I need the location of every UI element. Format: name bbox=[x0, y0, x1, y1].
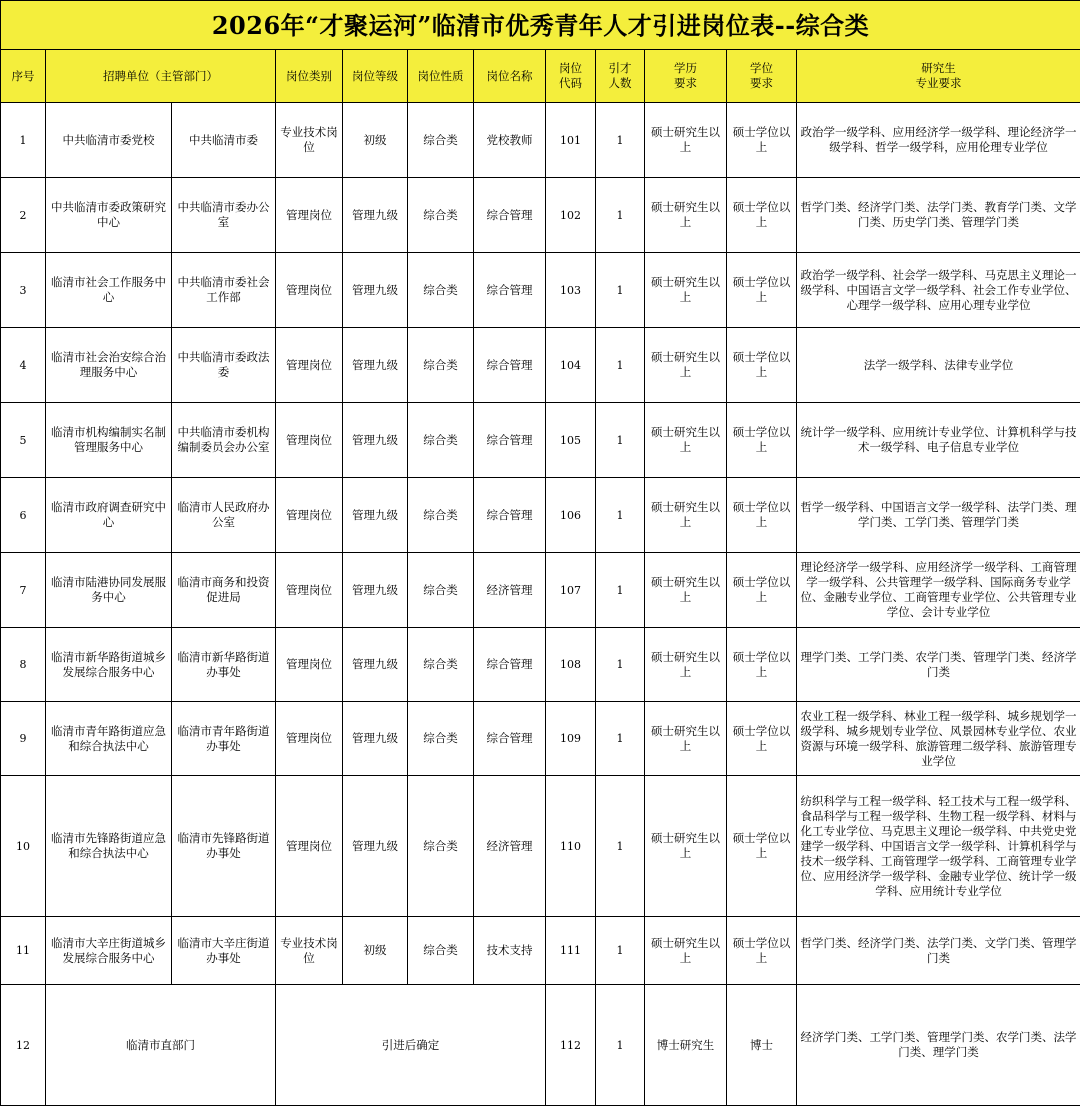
cell-count: 1 bbox=[596, 628, 645, 702]
cell-code: 108 bbox=[546, 628, 596, 702]
cell-education: 硕士研究生以上 bbox=[645, 478, 727, 553]
cell-dept: 中共临清市委办公室 bbox=[172, 178, 276, 253]
cell-unit: 临清市陆港协同发展服务中心 bbox=[46, 553, 172, 628]
cell-dept: 临清市青年路街道办事处 bbox=[172, 702, 276, 776]
header-unit: 招聘单位（主管部门） bbox=[46, 50, 276, 103]
table-row bbox=[1, 628, 1080, 702]
table-row bbox=[1, 702, 1080, 776]
cell-nature: 综合类 bbox=[408, 178, 474, 253]
cell-grade: 管理九级 bbox=[343, 628, 408, 702]
cell-count: 1 bbox=[596, 917, 645, 985]
cell-category: 管理岗位 bbox=[276, 628, 343, 702]
header-code: 岗位 代码 bbox=[546, 50, 596, 103]
cell-degree: 博士 bbox=[727, 985, 797, 1106]
header-category: 岗位类别 bbox=[276, 50, 343, 103]
cell-grade: 管理九级 bbox=[343, 478, 408, 553]
cell-grade: 初级 bbox=[343, 917, 408, 985]
cell-seq: 10 bbox=[1, 776, 46, 917]
cell-post-name: 经济管理 bbox=[474, 553, 546, 628]
cell-post-name: 综合管理 bbox=[474, 628, 546, 702]
header-row bbox=[1, 50, 1080, 103]
cell-grade: 管理九级 bbox=[343, 776, 408, 917]
header-degree: 学位 要求 bbox=[727, 50, 797, 103]
cell-major: 经济学门类、工学门类、管理学门类、农学门类、法学门类、理学门类 bbox=[797, 985, 1080, 1106]
cell-nature: 综合类 bbox=[408, 628, 474, 702]
cell-category: 管理岗位 bbox=[276, 178, 343, 253]
cell-code: 105 bbox=[546, 403, 596, 478]
table-row bbox=[1, 776, 1080, 917]
cell-nature: 综合类 bbox=[408, 103, 474, 178]
cell-count: 1 bbox=[596, 253, 645, 328]
cell-major: 纺织科学与工程一级学科、轻工技术与工程一级学科、食品科学与工程一级学科、生物工程一级学科、材料与化工专业学位、马克思主义理论一级学科、中共党史党建学一级学科、中国语言文学一级学科、计算机科学与技术一级学科、工商管理学一级学科、工商管理专业学位、应用经济学一级学科、金融专业学位、统计学一级学科、应用统计专业学位 bbox=[797, 776, 1080, 917]
cell-degree: 硕士学位以上 bbox=[727, 917, 797, 985]
cell-education: 硕士研究生以上 bbox=[645, 328, 727, 403]
cell-grade: 管理九级 bbox=[343, 253, 408, 328]
cell-category: 管理岗位 bbox=[276, 776, 343, 917]
page-title: 2026年“才聚运河”临清市优秀青年人才引进岗位表--综合类 bbox=[1, 18, 1080, 33]
cell-unit: 临清市社会治安综合治理服务中心 bbox=[46, 328, 172, 403]
cell-post-name: 党校教师 bbox=[474, 103, 546, 178]
cell-major: 哲学一级学科、中国语言文学一级学科、法学门类、理学门类、工学门类、管理学门类 bbox=[797, 478, 1080, 553]
table-row bbox=[1, 985, 1080, 1106]
cell-major: 哲学门类、经济学门类、法学门类、教育学门类、文学门类、历史学门类、管理学门类 bbox=[797, 178, 1080, 253]
cell-count: 1 bbox=[596, 553, 645, 628]
cell-code: 109 bbox=[546, 702, 596, 776]
cell-code: 102 bbox=[546, 178, 596, 253]
cell-dept: 临清市商务和投资促进局 bbox=[172, 553, 276, 628]
cell-dept: 中共临清市委机构编制委员会办公室 bbox=[172, 403, 276, 478]
header-post-name: 岗位名称 bbox=[474, 50, 546, 103]
table-row bbox=[1, 103, 1080, 178]
cell-major: 农业工程一级学科、林业工程一级学科、城乡规划学一级学科、城乡规划专业学位、风景园林专业学位、农业资源与环境一级学科、旅游管理二级学科、旅游管理专业学位 bbox=[797, 702, 1080, 776]
cell-category: 管理岗位 bbox=[276, 253, 343, 328]
cell-category: 专业技术岗位 bbox=[276, 917, 343, 985]
cell-post-name: 综合管理 bbox=[474, 403, 546, 478]
cell-unit: 临清市大辛庄街道城乡发展综合服务中心 bbox=[46, 917, 172, 985]
cell-nature: 综合类 bbox=[408, 702, 474, 776]
cell-degree: 硕士学位以上 bbox=[727, 403, 797, 478]
cell-code: 101 bbox=[546, 103, 596, 178]
cell-seq: 8 bbox=[1, 628, 46, 702]
cell-major: 统计学一级学科、应用统计专业学位、计算机科学与技术一级学科、电子信息专业学位 bbox=[797, 403, 1080, 478]
cell-education: 硕士研究生以上 bbox=[645, 178, 727, 253]
cell-seq: 6 bbox=[1, 478, 46, 553]
cell-merged: 引进后确定 bbox=[276, 985, 546, 1106]
cell-post-name: 经济管理 bbox=[474, 776, 546, 917]
cell-grade: 管理九级 bbox=[343, 328, 408, 403]
cell-category: 专业技术岗位 bbox=[276, 103, 343, 178]
cell-major: 法学一级学科、法律专业学位 bbox=[797, 328, 1080, 403]
cell-education: 硕士研究生以上 bbox=[645, 917, 727, 985]
cell-count: 1 bbox=[596, 103, 645, 178]
table-row bbox=[1, 178, 1080, 253]
cell-category: 管理岗位 bbox=[276, 478, 343, 553]
cell-post-name: 综合管理 bbox=[474, 178, 546, 253]
header-major: 研究生 专业要求 bbox=[797, 50, 1080, 103]
cell-seq: 12 bbox=[1, 985, 46, 1106]
cell-nature: 综合类 bbox=[408, 776, 474, 917]
cell-degree: 硕士学位以上 bbox=[727, 178, 797, 253]
cell-dept: 临清市人民政府办公室 bbox=[172, 478, 276, 553]
cell-code: 112 bbox=[546, 985, 596, 1106]
cell-unit: 中共临清市委政策研究中心 bbox=[46, 178, 172, 253]
cell-degree: 硕士学位以上 bbox=[727, 628, 797, 702]
cell-code: 103 bbox=[546, 253, 596, 328]
cell-degree: 硕士学位以上 bbox=[727, 253, 797, 328]
cell-grade: 管理九级 bbox=[343, 178, 408, 253]
header-education: 学历 要求 bbox=[645, 50, 727, 103]
cell-seq: 4 bbox=[1, 328, 46, 403]
cell-education: 硕士研究生以上 bbox=[645, 403, 727, 478]
cell-dept: 临清市先锋路街道办事处 bbox=[172, 776, 276, 917]
cell-degree: 硕士学位以上 bbox=[727, 478, 797, 553]
cell-seq: 7 bbox=[1, 553, 46, 628]
cell-dept: 中共临清市委社会工作部 bbox=[172, 253, 276, 328]
cell-nature: 综合类 bbox=[408, 403, 474, 478]
cell-degree: 硕士学位以上 bbox=[727, 328, 797, 403]
cell-unit: 临清市社会工作服务中心 bbox=[46, 253, 172, 328]
cell-count: 1 bbox=[596, 403, 645, 478]
table-row bbox=[1, 553, 1080, 628]
header-count: 引才 人数 bbox=[596, 50, 645, 103]
cell-unit: 临清市先锋路街道应急和综合执法中心 bbox=[46, 776, 172, 917]
cell-education: 硕士研究生以上 bbox=[645, 628, 727, 702]
cell-nature: 综合类 bbox=[408, 478, 474, 553]
cell-count: 1 bbox=[596, 702, 645, 776]
cell-nature: 综合类 bbox=[408, 917, 474, 985]
cell-nature: 综合类 bbox=[408, 553, 474, 628]
cell-category: 管理岗位 bbox=[276, 328, 343, 403]
cell-post-name: 综合管理 bbox=[474, 702, 546, 776]
cell-degree: 硕士学位以上 bbox=[727, 103, 797, 178]
cell-unit: 临清市政府调查研究中心 bbox=[46, 478, 172, 553]
cell-count: 1 bbox=[596, 985, 645, 1106]
cell-category: 管理岗位 bbox=[276, 403, 343, 478]
cell-post-name: 综合管理 bbox=[474, 478, 546, 553]
cell-seq: 1 bbox=[1, 103, 46, 178]
cell-unit: 临清市机构编制实名制管理服务中心 bbox=[46, 403, 172, 478]
cell-code: 107 bbox=[546, 553, 596, 628]
table-row bbox=[1, 478, 1080, 553]
cell-count: 1 bbox=[596, 478, 645, 553]
header-seq: 序号 bbox=[1, 50, 46, 103]
cell-dept: 中共临清市委政法委 bbox=[172, 328, 276, 403]
cell-major: 政治学一级学科、应用经济学一级学科、理论经济学一级学科、哲学一级学科，应用伦理专业学位 bbox=[797, 103, 1080, 178]
cell-code: 104 bbox=[546, 328, 596, 403]
cell-grade: 管理九级 bbox=[343, 553, 408, 628]
cell-major: 哲学门类、经济学门类、法学门类、文学门类、管理学门类 bbox=[797, 917, 1080, 985]
cell-code: 106 bbox=[546, 478, 596, 553]
cell-post-name: 技术支持 bbox=[474, 917, 546, 985]
cell-seq: 9 bbox=[1, 702, 46, 776]
cell-seq: 5 bbox=[1, 403, 46, 478]
cell-category: 管理岗位 bbox=[276, 553, 343, 628]
cell-grade: 初级 bbox=[343, 103, 408, 178]
header-grade: 岗位等级 bbox=[343, 50, 408, 103]
cell-major: 理学门类、工学门类、农学门类、管理学门类、经济学门类 bbox=[797, 628, 1080, 702]
cell-education: 博士研究生 bbox=[645, 985, 727, 1106]
header-nature: 岗位性质 bbox=[408, 50, 474, 103]
table-row bbox=[1, 253, 1080, 328]
cell-seq: 2 bbox=[1, 178, 46, 253]
cell-education: 硕士研究生以上 bbox=[645, 103, 727, 178]
cell-post-name: 综合管理 bbox=[474, 253, 546, 328]
cell-unit: 临清市新华路街道城乡发展综合服务中心 bbox=[46, 628, 172, 702]
cell-dept: 临清市新华路街道办事处 bbox=[172, 628, 276, 702]
cell-education: 硕士研究生以上 bbox=[645, 776, 727, 917]
table-row bbox=[1, 328, 1080, 403]
cell-unit: 中共临清市委党校 bbox=[46, 103, 172, 178]
cell-post-name: 综合管理 bbox=[474, 328, 546, 403]
cell-grade: 管理九级 bbox=[343, 702, 408, 776]
cell-code: 110 bbox=[546, 776, 596, 917]
cell-major: 理论经济学一级学科、应用经济学一级学科、工商管理学一级学科、公共管理学一级学科、国际商务专业学位、金融专业学位、工商管理专业学位、公共管理专业学位、会计专业学位 bbox=[797, 553, 1080, 628]
cell-degree: 硕士学位以上 bbox=[727, 702, 797, 776]
table-row bbox=[1, 917, 1080, 985]
cell-count: 1 bbox=[596, 776, 645, 917]
cell-seq: 3 bbox=[1, 253, 46, 328]
cell-count: 1 bbox=[596, 178, 645, 253]
cell-nature: 综合类 bbox=[408, 253, 474, 328]
cell-seq: 11 bbox=[1, 917, 46, 985]
cell-major: 政治学一级学科、社会学一级学科、马克思主义理论一级学科、中国语言文学一级学科、社会工作专业学位、心理学一级学科、应用心理专业学位 bbox=[797, 253, 1080, 328]
table-title-cell bbox=[1, 1, 1080, 50]
cell-education: 硕士研究生以上 bbox=[645, 253, 727, 328]
cell-nature: 综合类 bbox=[408, 328, 474, 403]
cell-dept: 中共临清市委 bbox=[172, 103, 276, 178]
cell-degree: 硕士学位以上 bbox=[727, 776, 797, 917]
cell-count: 1 bbox=[596, 328, 645, 403]
cell-unit: 临清市直部门 bbox=[46, 985, 276, 1106]
cell-category: 管理岗位 bbox=[276, 702, 343, 776]
cell-unit: 临清市青年路街道应急和综合执法中心 bbox=[46, 702, 172, 776]
cell-degree: 硕士学位以上 bbox=[727, 553, 797, 628]
cell-dept: 临清市大辛庄街道办事处 bbox=[172, 917, 276, 985]
cell-code: 111 bbox=[546, 917, 596, 985]
cell-grade: 管理九级 bbox=[343, 403, 408, 478]
table-row bbox=[1, 403, 1080, 478]
cell-education: 硕士研究生以上 bbox=[645, 553, 727, 628]
cell-education: 硕士研究生以上 bbox=[645, 702, 727, 776]
